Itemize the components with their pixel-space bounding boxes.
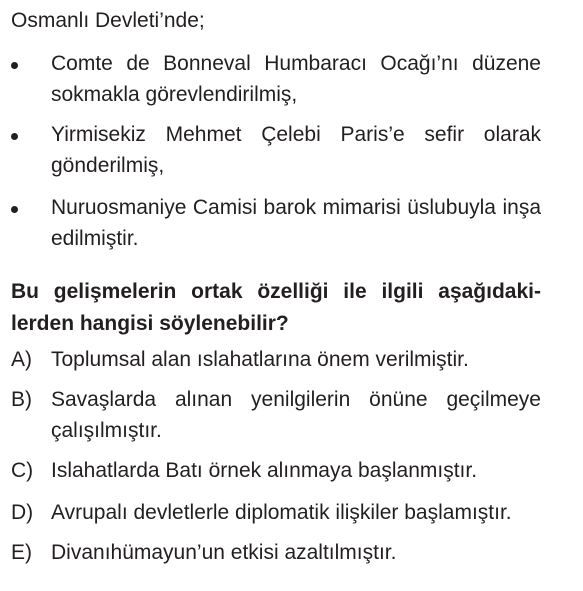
bullet-dot-icon — [11, 206, 18, 213]
intro-text: Osmanlı Devleti’nde; — [11, 9, 205, 32]
question-stem: Bu gelişmelerin ortak özelliği ile ilgili aşağıdakilerden hangisi söylenebilir? — [11, 280, 541, 335]
option-letter: C) — [11, 459, 34, 482]
option-text: Divanıhümayun’un etkisi azaltılmıştır. — [51, 541, 397, 564]
bullet-dot-icon — [11, 62, 18, 69]
option-letter: D) — [11, 501, 34, 524]
option-text: Avrupalı devletlerle diplomatik ilişkiler başlamıştır. — [51, 501, 512, 524]
bullet-dot-icon — [11, 133, 18, 140]
bullet-text: Yirmisekiz Mehmet Çelebi Paris’e sefir olarak gönderilmiş, — [51, 123, 541, 177]
option-letter: E) — [11, 541, 32, 564]
bullet-text: Nuruosmaniye Camisi barok mimarisi üslubuyla inşa edilmiştir. — [51, 196, 541, 250]
option-text: Islahatlarda Batı örnek alınmaya başlanmıştır. — [51, 459, 478, 482]
option-text: Savaşlarda alınan yenilgilerin önüne geçilmeye çalışılmıştır. — [51, 388, 541, 442]
option-letter: A) — [11, 348, 32, 371]
option-letter: B) — [11, 388, 32, 411]
bullet-text: Comte de Bonneval Humbaracı Ocağı’nı düzene sokmakla görevlendirilmiş, — [51, 52, 541, 106]
option-text: Toplumsal alan ıslahatlarına önem verilmiştir. — [51, 348, 469, 371]
